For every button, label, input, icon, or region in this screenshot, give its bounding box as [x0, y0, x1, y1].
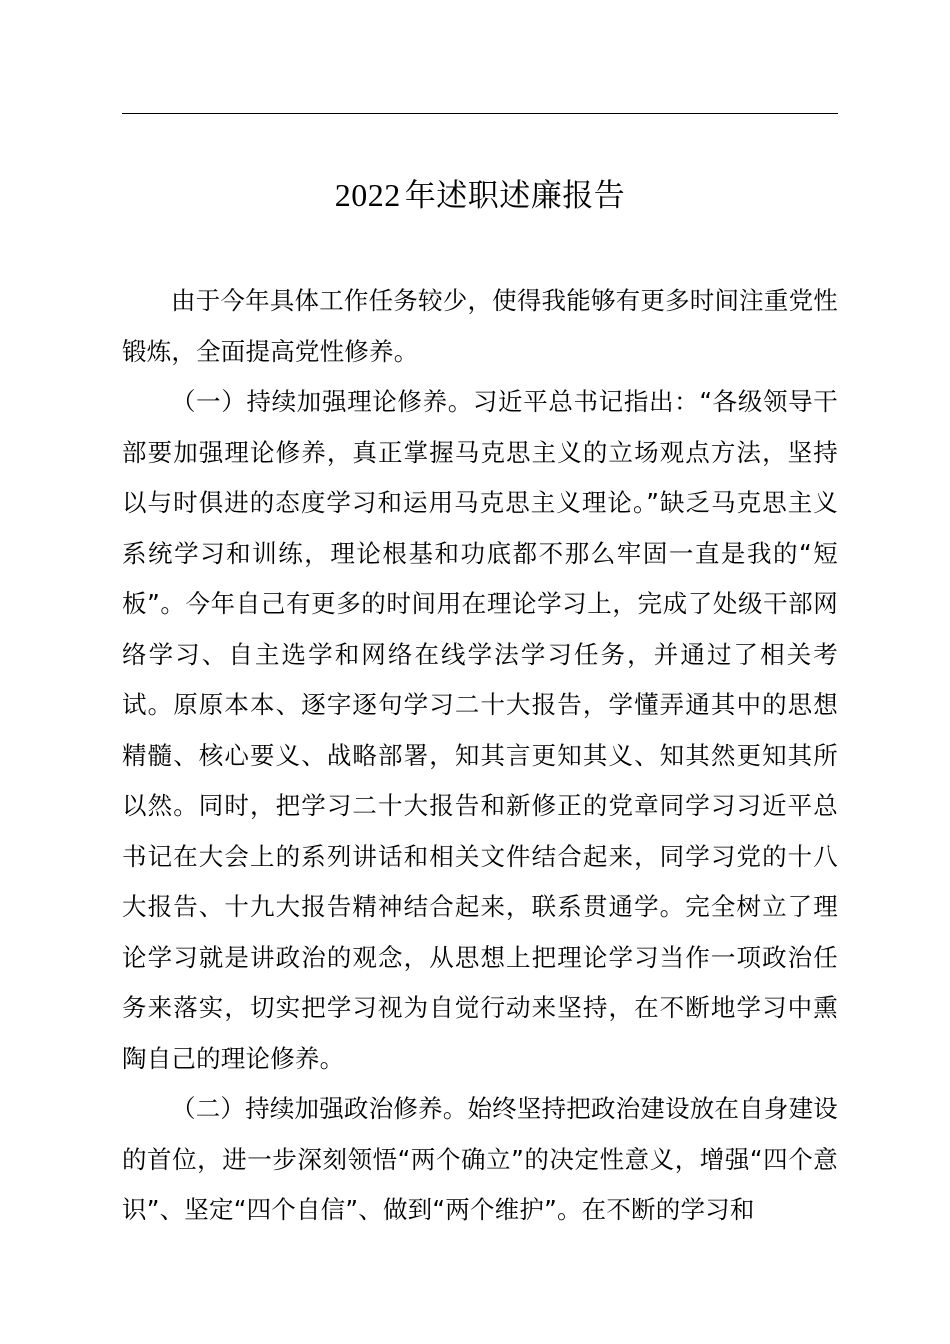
title-text: 年述职述廉报告 — [404, 178, 626, 214]
document-body — [122, 276, 838, 1236]
title-year: 2022 — [334, 177, 401, 213]
header-rule — [122, 113, 838, 114]
paragraph-intro: 由于今年具体工作任务较少，使得我能够有更多时间注重党性锻炼，全面提高党性修养。 — [122, 286, 838, 366]
paragraph-political-cultivation: （二）持续加强政治修养。始终坚持把政治建设放在自身建设的首位，进一步深刻领悟“两个确立”的决定性意义，增强“四个意识”、坚定“四个自信”、做到“两个维护”。在不断的学习和 — [122, 1094, 838, 1224]
document-title — [122, 172, 838, 219]
paragraph-theory-cultivation: （一）持续加强理论修养。习近平总书记指出：“各级领导干部要加强理论修养，真正掌握马克思主义的立场观点方法，坚持以与时俱进的态度学习和运用马克思主义理论。”缺乏马克思主义系统学习和训练，理论根基和功底都不那么牢固一直是我的“短板”。今年自己有更多的时间用在理论学习上，完成了处级干部网络学习、自主选学和网络在线学法学习任务，并通过了相关考试。原原本本、逐字逐句学习二十大报告，学懂弄通其中的思想精髓、核心要义、战略部署，知其言更知其义、知其然更知其所以然。同时，把学习二十大报告和新修正的党章同学习习近平总书记在大会上的系列讲话和相关文件结合起来，同学习党的十八大报告、十九大报告精神结合起来，联系贯通学。完全树立了理论学习就是讲政治的观念，从思想上把理论学习当作一项政治任务来落实，切实把学习视为自觉行动来坚持，在不断地学习中熏陶自己的理论修养。 — [122, 387, 838, 1073]
